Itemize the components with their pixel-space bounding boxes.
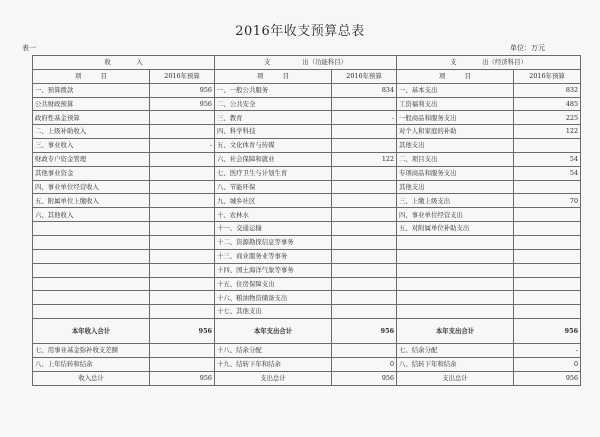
table-row — [33, 263, 581, 277]
col-header-budget: 2016年预算 — [150, 69, 215, 83]
income-item — [33, 222, 150, 236]
econ-total-value: 956 — [514, 319, 581, 344]
income-item: 六、其他收入 — [33, 208, 150, 222]
func-exp-value: 0 — [332, 357, 397, 371]
func-exp-item: 十六、粮油物资储备支出 — [215, 291, 332, 305]
table-row — [33, 277, 581, 291]
income-value — [150, 111, 215, 125]
income-grand-total-label: 收入总计 — [33, 371, 150, 385]
func-exp-value — [332, 97, 397, 111]
func-grand-total-value: 956 — [332, 371, 397, 385]
income-total-label: 本年收入合计 — [33, 319, 150, 344]
econ-exp-value — [514, 291, 581, 305]
total-row — [33, 319, 581, 344]
table-body — [33, 83, 581, 318]
econ-exp-value: 832 — [514, 83, 581, 97]
income-value: 956 — [150, 83, 215, 97]
table-row — [33, 222, 581, 236]
col-header-budget: 2016年预算 — [332, 69, 397, 83]
econ-exp-value: 54 — [514, 152, 581, 166]
income-item — [33, 249, 150, 263]
income-value — [150, 277, 215, 291]
func-exp-value — [332, 235, 397, 249]
econ-exp-item: 八、结转下年和结余 — [397, 357, 514, 371]
econ-exp-item: 三、上缴上级支出 — [397, 194, 514, 208]
income-group-header: 收 入 — [33, 56, 215, 70]
econ-grand-total-label: 支出总计 — [397, 371, 514, 385]
income-item: 公共财政预算 — [33, 97, 150, 111]
table-row — [33, 125, 581, 139]
econ-exp-item — [397, 305, 514, 319]
income-item: 财政专户资金管理 — [33, 152, 150, 166]
econ-exp-item — [397, 235, 514, 249]
func-exp-item: 九、城乡社区 — [215, 194, 332, 208]
income-item: 四、事业单位经营收入 — [33, 180, 150, 194]
econ-exp-item: 二、项目支出 — [397, 152, 514, 166]
table-row — [33, 208, 581, 222]
econ-exp-value: 54 — [514, 166, 581, 180]
table-row — [33, 291, 581, 305]
income-item — [33, 263, 150, 277]
table-row — [33, 194, 581, 208]
footer-row — [33, 344, 581, 358]
func-exp-value — [332, 208, 397, 222]
econ-exp-item — [397, 277, 514, 291]
econ-exp-item: 一般商品和服务支出 — [397, 111, 514, 125]
footer-row — [33, 357, 581, 371]
income-item — [33, 277, 150, 291]
income-value — [150, 291, 215, 305]
func-exp-value — [332, 139, 397, 153]
func-exp-item: 十五、住房保障支出 — [215, 277, 332, 291]
econ-exp-item: 四、事业单位经营支出 — [397, 208, 514, 222]
econ-exp-value: 0 — [514, 357, 581, 371]
income-value — [150, 152, 215, 166]
table-row — [33, 305, 581, 319]
income-value — [150, 222, 215, 236]
income-value: - — [150, 139, 215, 153]
func-exp-value — [332, 277, 397, 291]
col-header-budget: 2016年预算 — [514, 69, 581, 83]
func-exp-item: 七、医疗卫生与计划生育 — [215, 166, 332, 180]
econ-exp-value — [514, 235, 581, 249]
income-value — [150, 194, 215, 208]
table-row — [33, 139, 581, 153]
table-row — [33, 180, 581, 194]
column-header-row — [33, 69, 581, 83]
grand-total-row — [33, 371, 581, 385]
income-item: 七、用事业基金弥补收支差额 — [33, 344, 150, 358]
func-exp-item: 四、科学科技 — [215, 125, 332, 139]
func-exp-value — [332, 194, 397, 208]
func-exp-value — [332, 305, 397, 319]
econ-exp-item — [397, 291, 514, 305]
group-header-row — [33, 56, 581, 70]
income-value — [150, 263, 215, 277]
col-header-item: 项 目 — [215, 69, 332, 83]
func-exp-item: 十三、商业服务业等事务 — [215, 249, 332, 263]
func-exp-value — [332, 291, 397, 305]
income-value — [150, 180, 215, 194]
income-item — [33, 291, 150, 305]
unit-label: 单位：万元 — [510, 44, 545, 52]
func-exp-value — [332, 222, 397, 236]
econ-exp-item — [397, 249, 514, 263]
func-exp-item: 二、公共安全 — [215, 97, 332, 111]
econ-exp-item: 其他支出 — [397, 180, 514, 194]
func-exp-item: 五、文化体育与传媒 — [215, 139, 332, 153]
table-row — [33, 166, 581, 180]
econ-exp-value: - — [514, 344, 581, 358]
func-total-value: 956 — [332, 319, 397, 344]
func-exp-item: 十一、交通运输 — [215, 222, 332, 236]
func-exp-item: 十八、结余分配 — [215, 344, 332, 358]
income-value — [150, 208, 215, 222]
income-total-value: 956 — [150, 319, 215, 344]
econ-exp-value: 70 — [514, 194, 581, 208]
econ-exp-item: 工资福利支出 — [397, 97, 514, 111]
econ-exp-item: 七、结余分配 — [397, 344, 514, 358]
econ-exp-value — [514, 277, 581, 291]
income-item: 其他事业资金 — [33, 166, 150, 180]
func-exp-value — [332, 125, 397, 139]
col-header-item: 项 目 — [397, 69, 514, 83]
econ-exp-item: 五、对附属单位补助支出 — [397, 222, 514, 236]
table-row — [33, 97, 581, 111]
income-item: 八、上年结转和结余 — [33, 357, 150, 371]
func-exp-item: 三、教育 — [215, 111, 332, 125]
func-exp-value — [332, 166, 397, 180]
table-row — [33, 249, 581, 263]
econ-exp-value — [514, 263, 581, 277]
econ-exp-item — [397, 263, 514, 277]
func-exp-item: 十四、国土海洋气象等事务 — [215, 263, 332, 277]
income-value — [150, 125, 215, 139]
econ-grand-total-value: 956 — [514, 371, 581, 385]
econ-exp-item: 一、基本支出 — [397, 83, 514, 97]
func-exp-value — [332, 344, 397, 358]
income-value — [150, 305, 215, 319]
func-exp-item: 十二、资源勘探信息等事务 — [215, 235, 332, 249]
func-exp-item: 八、节能环保 — [215, 180, 332, 194]
func-exp-value: 834 — [332, 83, 397, 97]
func-exp-value: - — [332, 111, 397, 125]
econ-exp-group-header: 支 出（经济科目） — [397, 56, 581, 70]
econ-exp-value — [514, 305, 581, 319]
income-item — [33, 235, 150, 249]
econ-exp-value — [514, 139, 581, 153]
econ-exp-value: 225 — [514, 111, 581, 125]
econ-exp-item: 专项商品和服务支出 — [397, 166, 514, 180]
table-row — [33, 83, 581, 97]
econ-total-label: 本年支出合计 — [397, 319, 514, 344]
income-item: 三、事业收入 — [33, 139, 150, 153]
page-title: 2016年收支预算总表 — [235, 24, 365, 39]
func-grand-total-label: 支出总计 — [215, 371, 332, 385]
func-exp-value: 122 — [332, 152, 397, 166]
income-value — [150, 344, 215, 358]
func-total-label: 本年支出合计 — [215, 319, 332, 344]
income-value — [150, 249, 215, 263]
table-row — [33, 152, 581, 166]
func-exp-item: 十、农林水 — [215, 208, 332, 222]
func-exp-item: 十九、结转下年和结余 — [215, 357, 332, 371]
func-exp-value — [332, 180, 397, 194]
econ-exp-value: 485 — [514, 97, 581, 111]
income-value — [150, 357, 215, 371]
func-exp-group-header: 支 出（功能科目） — [215, 56, 397, 70]
col-header-item: 项 目 — [33, 69, 150, 83]
income-grand-total-value: 956 — [150, 371, 215, 385]
income-value — [150, 235, 215, 249]
econ-exp-item: 其他支出 — [397, 139, 514, 153]
econ-exp-value — [514, 208, 581, 222]
footer-body — [33, 344, 581, 372]
table-number: 表一 — [22, 44, 36, 52]
budget-table — [32, 55, 581, 386]
func-exp-value — [332, 249, 397, 263]
econ-exp-value: 122 — [514, 125, 581, 139]
table-row — [33, 111, 581, 125]
income-value: 956 — [150, 97, 215, 111]
econ-exp-value — [514, 222, 581, 236]
func-exp-item: 十七、其他支出 — [215, 305, 332, 319]
econ-exp-item: 对个人和家庭的补助 — [397, 125, 514, 139]
income-item: 二、上级补助收入 — [33, 125, 150, 139]
income-item: 一、预算拨款 — [33, 83, 150, 97]
econ-exp-value — [514, 180, 581, 194]
func-exp-value — [332, 263, 397, 277]
income-item: 政府性基金预算 — [33, 111, 150, 125]
table-row — [33, 235, 581, 249]
econ-exp-value — [514, 249, 581, 263]
func-exp-item: 一、一般公共服务 — [215, 83, 332, 97]
func-exp-item: 六、社会保障和就业 — [215, 152, 332, 166]
income-value — [150, 166, 215, 180]
income-item — [33, 305, 150, 319]
income-item: 五、附属单位上缴收入 — [33, 194, 150, 208]
